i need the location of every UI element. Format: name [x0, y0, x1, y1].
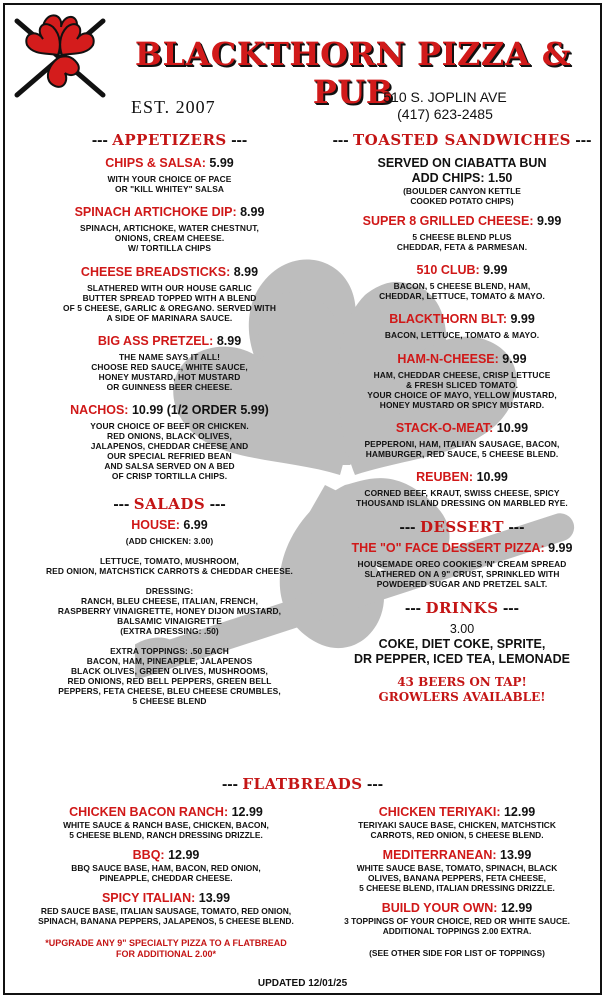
- flatbreads-right: [323, 799, 591, 958]
- menu-item: CHIPS & SALSA: 5.99: [105, 156, 234, 170]
- drinks-price: 3.00: [449, 622, 475, 636]
- item-description: WITH YOUR CHOICE OF PACE OR "KILL WHITEY" SALSA: [107, 174, 232, 194]
- item-description: LETTUCE, TOMATO, MUSHROOM, RED ONION, MATCHSTICK CARROTS & CHEDDAR CHEESE.: [46, 556, 293, 576]
- add-chicken-note: (ADD CHICKEN: 3.00): [125, 536, 214, 546]
- item-description: PEPPERONI, HAM, ITALIAN SAUSAGE, BACON, HAMBURGER, RED SAUCE, 5 CHEESE BLEND.: [364, 439, 560, 459]
- sandwiches-heading: --- TOASTED SANDWICHES ---: [332, 131, 592, 149]
- item-description: SLATHERED WITH OUR HOUSE GARLIC BUTTER SPREAD TOPPED WITH A BLEND OF 5 CHEESE, GARLIC & OREGANO. SERVED WITH A SIDE OF MARINARA SAUCE.: [63, 283, 276, 323]
- item-description: CORNED BEEF, KRAUT, SWISS CHEESE, SPICY THOUSAND ISLAND DRESSING ON MARBLED RYE.: [356, 488, 568, 508]
- item-description: HAM, CHEDDAR CHEESE, CRISP LETTUCE & FRESH SLICED TOMATO. YOUR CHOICE OF MAYO, YELLOW MUSTARD, HONEY MUSTARD OR SPICY MUSTARD.: [367, 370, 557, 410]
- contact-info: [365, 89, 525, 123]
- dressing-list: DRESSING: RANCH, BLEU CHEESE, ITALIAN, FRENCH, RASPBERRY VINAIGRETTE, HONEY DIJON MUSTARD, BALSAMIC VINAIGRETTE (EXTRA DRESSING: .50): [57, 586, 282, 636]
- menu-item: BBQ: 12.99: [132, 848, 200, 862]
- upgrade-note: *UPGRADE ANY 9" SPECIALTY PIZZA TO A FLATBREAD FOR ADDITIONAL 2.00*: [45, 938, 287, 959]
- left-column: [37, 131, 302, 706]
- item-description: BACON, 5 CHEESE BLEND, HAM, CHEDDAR, LETTUCE, TOMATO & MAYO.: [379, 281, 545, 301]
- menu-item: HAM-N-CHEESE: 9.99: [397, 352, 527, 366]
- address: 510 S. JOPLIN AVE: [383, 89, 507, 105]
- phone: (417) 623-2485: [397, 106, 493, 122]
- menu-item: THE "O" FACE DESSERT PIZZA: 9.99: [351, 541, 573, 555]
- item-description: TERIYAKI SAUCE BASE, CHICKEN, MATCHSTICK CARROTS, RED ONION, 5 CHEESE BLEND.: [358, 820, 556, 840]
- item-description: THE NAME SAYS IT ALL! CHOOSE RED SAUCE, WHITE SAUCE, HONEY MUSTARD, HOT MUSTARD OR GUINNESS BEER CHEESE.: [91, 352, 248, 392]
- item-description: BACON, LETTUCE, TOMATO & MAYO.: [384, 330, 540, 340]
- salads-heading: --- SALADS ---: [113, 495, 226, 513]
- menu-item: REUBEN: 10.99: [416, 470, 508, 484]
- menu-item: CHEESE BREADSTICKS: 8.99: [80, 265, 259, 279]
- right-column: [327, 131, 597, 705]
- appetizers-heading: --- APPETIZERS ---: [91, 131, 248, 149]
- item-description: YOUR CHOICE OF BEEF OR CHICKEN. RED ONIONS, BLACK OLIVES, JALAPENOS, CHEDDAR CHEESE AND OUR SPECIAL REFRIED BEAN AND SALSA SERVED ON A BED OF CRISP TORTILLA CHIPS.: [90, 421, 249, 481]
- item-description: 5 CHEESE BLEND PLUS CHEDDAR, FETA & PARMESAN.: [396, 232, 528, 252]
- chips-note: (BOULDER CANYON KETTLE COOKED POTATO CHIPS): [403, 186, 521, 206]
- flatbreads-heading: --- FLATBREADS ---: [221, 775, 384, 793]
- established-year: EST. 2007: [131, 97, 216, 117]
- beers-on-tap: 43 BEERS ON TAP! GROWLERS AVAILABLE!: [378, 675, 546, 704]
- drinks-heading: --- DRINKS ---: [405, 599, 519, 617]
- menu-item: BIG ASS PRETZEL: 8.99: [97, 334, 242, 348]
- menu-item: CHICKEN BACON RANCH: 12.99: [69, 805, 263, 819]
- item-description: 3 TOPPINGS OF YOUR CHOICE, RED OR WHITE SAUCE. ADDITIONAL TOPPINGS 2.00 EXTRA.: [344, 916, 570, 936]
- item-description: WHITE SAUCE BASE, TOMATO, SPINACH, BLACK OLIVES, BANANA PEPPERS, FETA CHEESE, 5 CHEESE BLEND, ITALIAN DRESSING DRIZZLE.: [356, 863, 558, 893]
- dessert-heading: --- DESSERT ---: [399, 518, 525, 536]
- red-clover-logo-icon: [11, 9, 109, 101]
- drinks-list: COKE, DIET COKE, SPRITE, DR PEPPER, ICED TEA, LEMONADE: [354, 637, 570, 666]
- menu-item: CHICKEN TERIYAKI: 12.99: [378, 805, 536, 819]
- item-description: HOUSEMADE OREO COOKIES 'N' CREAM SPREAD SLATHERED ON A 9" CRUST, SPRINKLED WITH POWDERED SUGAR AND PRETZEL SALT.: [357, 559, 567, 589]
- menu-page: [3, 3, 602, 995]
- item-description: RED SAUCE BASE, ITALIAN SAUSAGE, TOMATO, RED ONION, SPINACH, BANANA PEPPERS, JALAPENOS, 5 CHEESE BLEND.: [38, 906, 294, 926]
- menu-item: SPICY ITALIAN: 13.99: [101, 891, 231, 905]
- menu-item: 510 CLUB: 9.99: [416, 263, 508, 277]
- restaurant-title: BLACKTHORN PIZZA & PUB: [134, 35, 572, 111]
- item-description: SPINACH, ARTICHOKE, WATER CHESTNUT, ONIONS, CREAM CHEESE. W/ TORTILLA CHIPS: [80, 223, 259, 253]
- see-other-side-note: (SEE OTHER SIDE FOR LIST OF TOPPINGS): [369, 948, 545, 958]
- add-chips: ADD CHIPS: 1.50: [411, 171, 513, 185]
- menu-item: BUILD YOUR OWN: 12.99: [381, 901, 533, 915]
- extra-toppings-list: EXTRA TOPPINGS: .50 EACH BACON, HAM, PINEAPPLE, JALAPENOS BLACK OLIVES, GREEN OLIVES, MUSHROOMS, RED ONIONS, RED BELL PEPPERS, GREEN BELL PEPPERS, FETA CHEESE, BLEU CHEESE CRUMBLES, 5 CHEESE BLEND: [58, 646, 281, 706]
- item-description: BBQ SAUCE BASE, HAM, BACON, RED ONION, PINEAPPLE, CHEDDAR CHEESE.: [71, 863, 261, 883]
- menu-item: BLACKTHORN BLT: 9.99: [389, 312, 535, 326]
- menu-item: MEDITERRANEAN: 13.99: [382, 848, 532, 862]
- menu-item: SUPER 8 GRILLED CHEESE: 9.99: [362, 214, 562, 228]
- menu-item: HOUSE: 6.99: [131, 518, 208, 532]
- menu-item: STACK-O-MEAT: 10.99: [395, 421, 529, 435]
- menu-item: NACHOS: 10.99 (1/2 ORDER 5.99): [70, 403, 269, 417]
- item-description: WHITE SAUCE & RANCH BASE, CHICKEN, BACON, 5 CHEESE BLEND, RANCH DRESSING DRIZZLE.: [63, 820, 269, 840]
- updated-date: UPDATED 12/01/25: [257, 978, 348, 989]
- sandwich-intro: SERVED ON CIABATTA BUN: [377, 156, 547, 170]
- flatbreads-left: [35, 799, 297, 960]
- menu-item: SPINACH ARTICHOKE DIP: 8.99: [74, 205, 265, 219]
